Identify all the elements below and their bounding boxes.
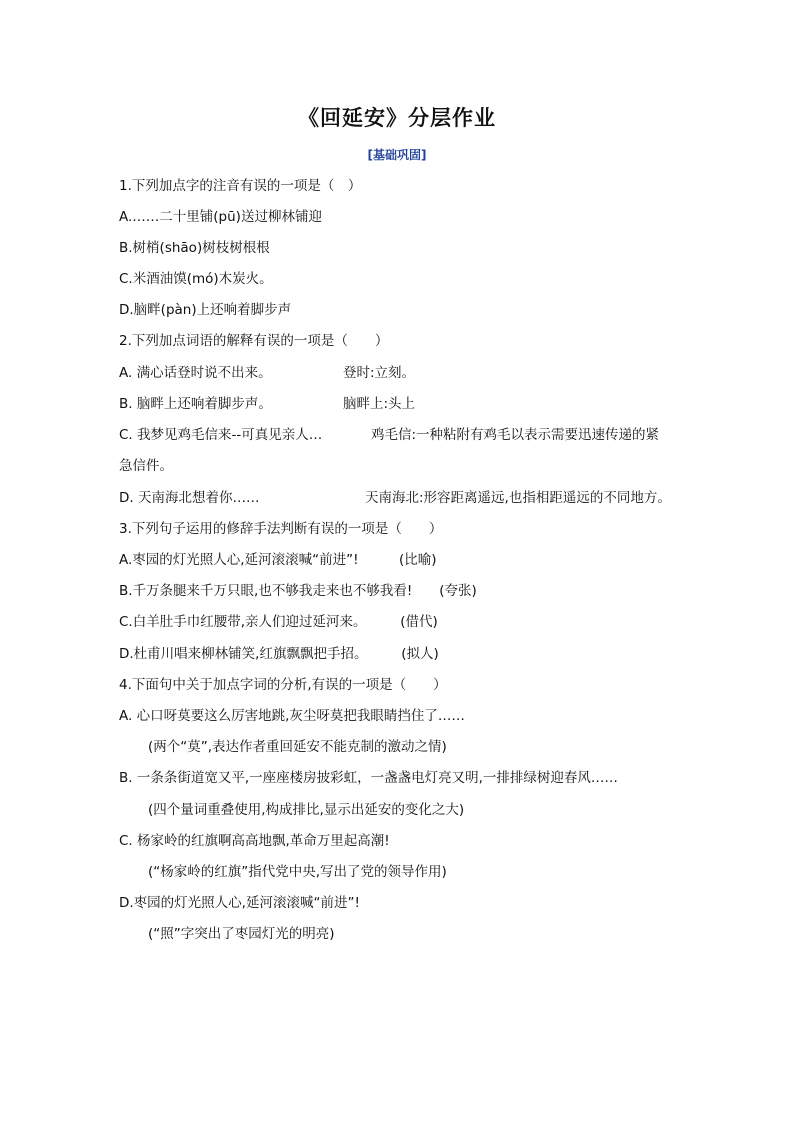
q1-option-c: C.米酒油馍(mó)木炭火。 (119, 271, 273, 287)
q2-option-b-explanation: 脑畔上:头上 (343, 396, 416, 412)
q4-option-a: A. 心口呀莫要这么厉害地跳,灰尘呀莫把我眼睛挡住了…… (119, 708, 465, 724)
section-label: [基础巩固] (367, 148, 427, 162)
q4-option-c-note: (“杨家岭的红旗”指代党中央,写出了党的领导作用) (148, 864, 447, 880)
q2-stem: 2.下列加点词语的解释有误的一项是（ ） (119, 333, 389, 349)
q2-option-b (119, 395, 416, 413)
q2-option-d-explanation: 天南海北:形容距离遥远,也指相距遥远的不同地方。 (365, 490, 671, 506)
q2-option-a (119, 364, 416, 382)
q4-option-b-note: (四个量词重叠使用,构成排比,显示出延安的变化之大) (148, 802, 465, 818)
q2-option-d-sentence: D. 天南海北想着你…… (119, 490, 260, 506)
q2-option-b-sentence: B. 脑畔上还响着脚步声。 (119, 396, 272, 412)
q4-option-d-note: (“照”字突出了枣园灯光的明亮) (148, 926, 335, 942)
q2-option-c-continued: 急信件。 (119, 458, 173, 474)
q4-stem: 4.下面句中关于加点字词的分析,有误的一项是（ ） (119, 677, 447, 693)
page-title: 《回延安》分层作业 (298, 106, 496, 130)
q3-option-d: D.杜甫川唱来柳林铺笑,红旗飘飘把手招。 (拟人) (119, 646, 439, 662)
q1-option-a: A.……二十里铺(pū)送过柳林铺迎 (119, 209, 322, 225)
q4-option-b: B. 一条条街道宽又平,一座座楼房披彩虹，一盏盏电灯亮又明,一排排绿树迎春风…… (119, 770, 618, 786)
q2-option-d (119, 489, 671, 507)
q3-option-b: B.千万条腿来千万只眼,也不够我走来也不够我看! (夸张) (119, 583, 477, 599)
q4-option-a-note: (两个“莫”,表达作者重回延安不能克制的激动之情) (148, 739, 447, 755)
q3-option-a: A.枣园的灯光照人心,延河滚滚喊“前进”! (比喻) (119, 552, 437, 568)
q3-option-c: C.白羊肚手巾红腰带,亲人们迎过延河来。 (借代) (119, 614, 438, 630)
q2-option-c-sentence: C. 我梦见鸡毛信来--可真见亲人… (119, 427, 323, 443)
q3-stem: 3.下列句子运用的修辞手法判断有误的一项是（ ） (119, 521, 443, 537)
q2-option-a-sentence: A. 满心话登时说不出来。 (119, 365, 272, 381)
q2-option-a-explanation: 登时:立刻。 (343, 365, 416, 381)
q1-option-b: B.树梢(shāo)树枝树根根 (119, 240, 270, 256)
q4-option-c: C. 杨家岭的红旗啊高高地飘,革命万里起高潮! (119, 833, 390, 849)
q2-option-c-explanation: 鸡毛信:一种粘附有鸡毛以表示需要迅速传递的紧 (371, 427, 660, 443)
q2-option-c (119, 426, 660, 444)
q1-stem: 1.下列加点字的注音有误的一项是（ ） (119, 178, 362, 194)
q1-option-d: D.脑畔(pàn)上还响着脚步声 (119, 302, 292, 318)
q4-option-d: D.枣园的灯光照人心,延河滚滚喊“前进”! (119, 895, 360, 911)
